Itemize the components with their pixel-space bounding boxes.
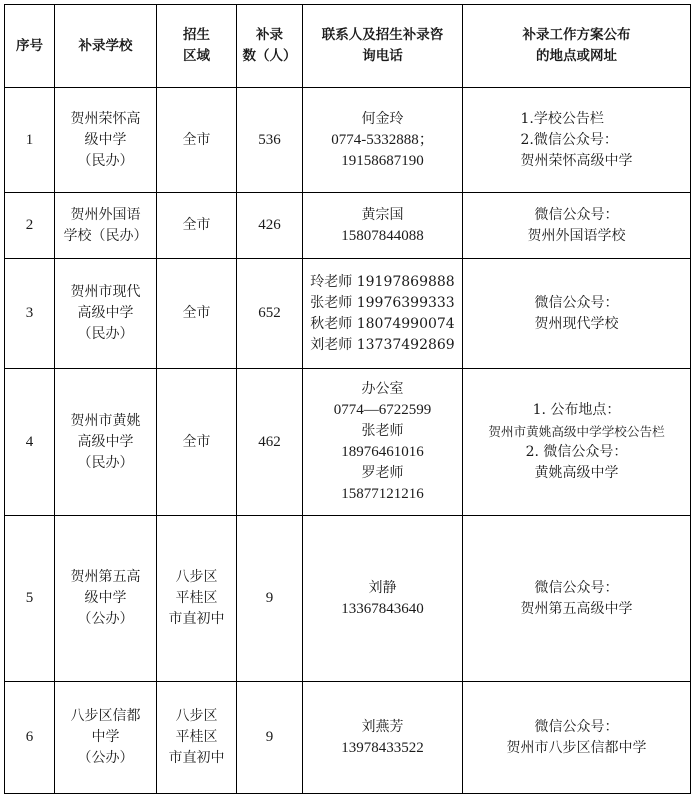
cell-publish: 微信公众号： 贺州第五高级中学 (463, 516, 691, 682)
cell-school: 贺州第五高 级中学 （公办） (55, 516, 157, 682)
cell-school: 贺州市黄姚 高级中学 （民办） (55, 369, 157, 516)
cell-area: 八步区 平桂区 市直初中 (157, 682, 237, 794)
table-row (5, 369, 691, 516)
header-row (5, 5, 691, 88)
table-row (5, 682, 691, 794)
cell-count: 426 (237, 193, 303, 259)
cell-index: 3 (5, 259, 55, 369)
cell-publish: 微信公众号： 贺州市八步区信都中学 (463, 682, 691, 794)
cell-area: 八步区 平桂区 市直初中 (157, 516, 237, 682)
cell-contact: 刘燕芳 13978433522 (303, 682, 463, 794)
table-row (5, 88, 691, 193)
cell-school: 八步区信都 中学 （公办） (55, 682, 157, 794)
header-index: 序号 (5, 5, 55, 88)
enrollment-table (4, 4, 691, 794)
header-publish: 补录工作方案公布 的地点或网址 (463, 5, 691, 88)
header-school: 补录学校 (55, 5, 157, 88)
cell-count: 9 (237, 682, 303, 794)
header-contact: 联系人及招生补录咨 询电话 (303, 5, 463, 88)
cell-publish: 1. 公布地点： 贺州市黄姚高级中学学校公告栏 2. 微信公众号： 黄姚高级中学 (463, 369, 691, 516)
cell-contact: 刘静 13367843640 (303, 516, 463, 682)
cell-area: 全市 (157, 259, 237, 369)
cell-contact: 办公室 0774—6722599 张老师 18976461016 罗老师 15877121216 (303, 369, 463, 516)
cell-area: 全市 (157, 193, 237, 259)
cell-contact: 黄宗国 15807844088 (303, 193, 463, 259)
cell-contact: 何金玲 0774-5332888； 19158687190 (303, 88, 463, 193)
cell-count: 9 (237, 516, 303, 682)
cell-index: 6 (5, 682, 55, 794)
cell-count: 652 (237, 259, 303, 369)
cell-count: 536 (237, 88, 303, 193)
cell-school: 贺州荣怀高 级中学 （民办） (55, 88, 157, 193)
cell-area: 全市 (157, 88, 237, 193)
header-area: 招生 区域 (157, 5, 237, 88)
table-row (5, 259, 691, 369)
table-row (5, 193, 691, 259)
cell-school: 贺州外国语 学校（民办） (55, 193, 157, 259)
cell-area: 全市 (157, 369, 237, 516)
cell-school: 贺州市现代 高级中学 （民办） (55, 259, 157, 369)
table-row (5, 516, 691, 682)
cell-index: 1 (5, 88, 55, 193)
cell-index: 5 (5, 516, 55, 682)
cell-publish (463, 88, 691, 193)
cell-count: 462 (237, 369, 303, 516)
publish-block: 1.学校公告栏 2.微信公众号： 贺州荣怀高级中学 (520, 110, 633, 169)
cell-index: 4 (5, 369, 55, 516)
cell-publish: 微信公众号： 贺州外国语学校 (463, 193, 691, 259)
cell-publish: 微信公众号： 贺州现代学校 (463, 259, 691, 369)
header-count: 补录 数（人） (237, 5, 303, 88)
cell-contact: 玲老师 19197869888 张老师 19976399333 秋老师 18074990074 刘老师 13737492869 (303, 259, 463, 369)
cell-index: 2 (5, 193, 55, 259)
